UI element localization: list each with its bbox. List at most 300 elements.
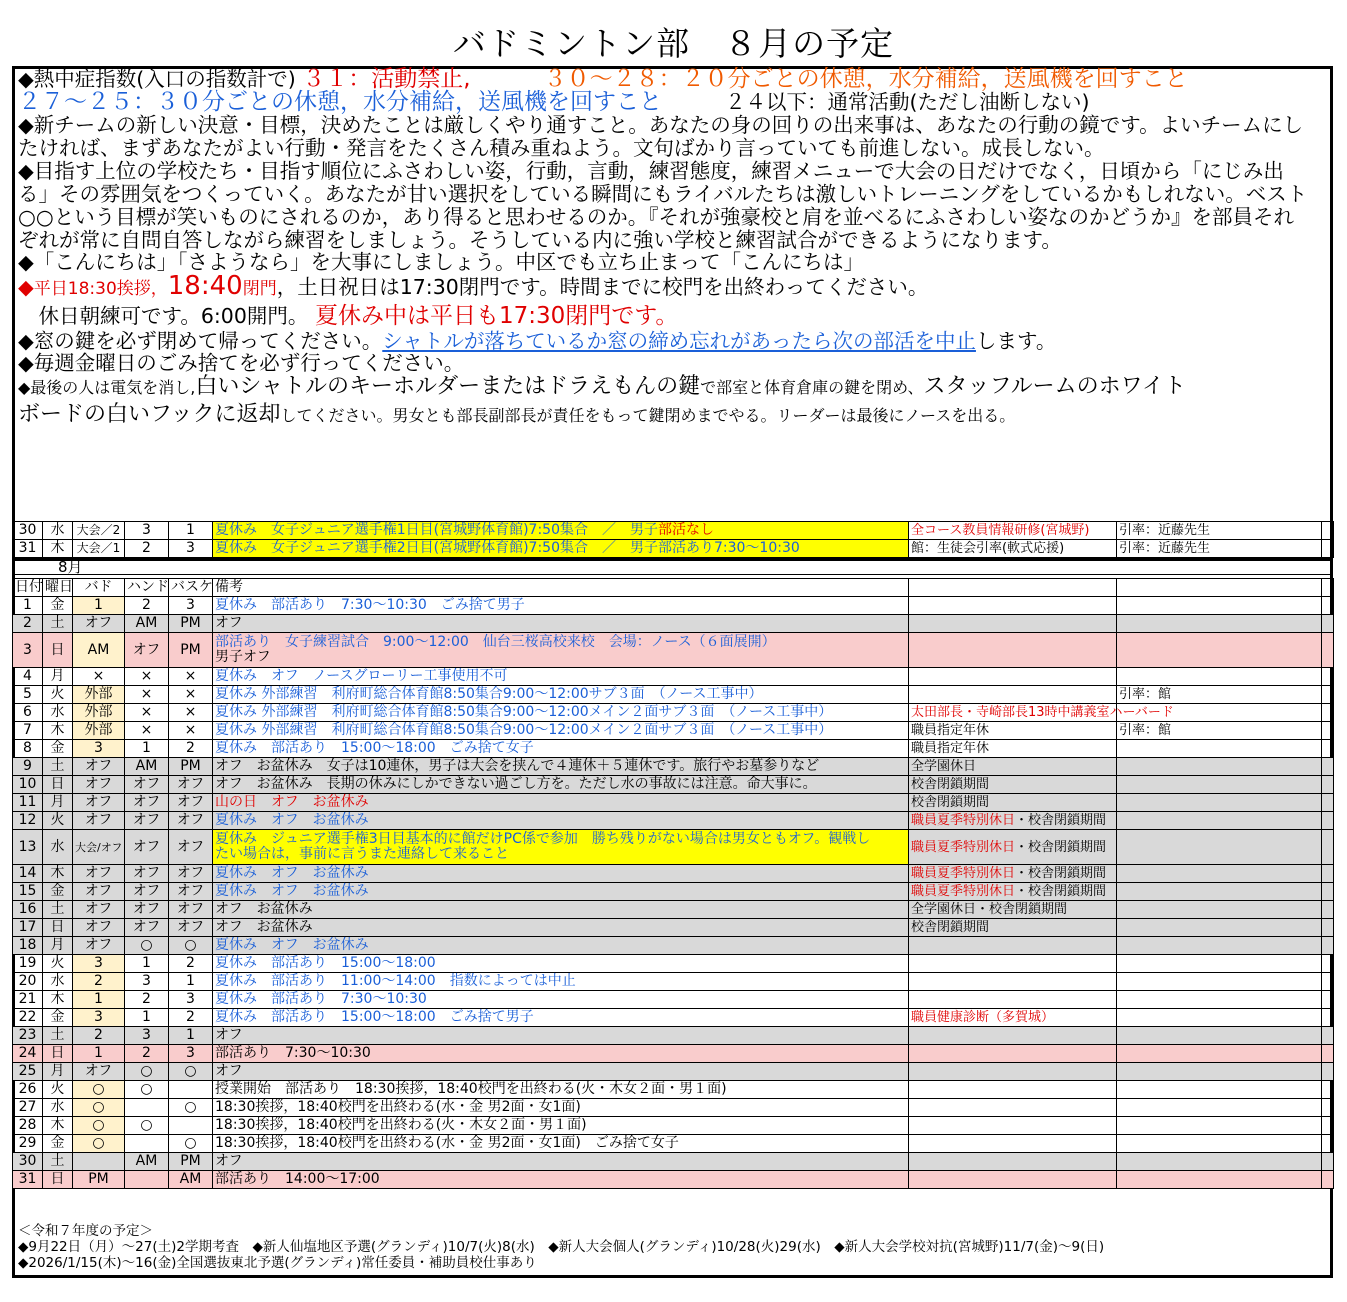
remarks-cell: [213, 919, 909, 937]
notice-line: ◆目指す上位の学校たち・目指す順位にふさわしい姿，行動，言動，練習態度，練習メニューで大会の日だけでなく，日頃から「にじみ出: [18, 159, 1284, 183]
basketball-cell: 1: [169, 973, 213, 991]
note-cell: [1117, 1081, 1322, 1099]
end-cell: [1322, 1063, 1334, 1081]
handball-cell: オフ: [125, 776, 169, 794]
remarks-text: 授業開始 部活あり 18:30挨拶，18:40校門を出終わる(火・木女２面・男１面): [215, 1081, 727, 1097]
note-cell: 引率：近藤先生: [1117, 540, 1322, 558]
basketball-cell: [169, 1117, 213, 1135]
basketball-cell: 3: [169, 991, 213, 1009]
date-cell: 28: [13, 1117, 43, 1135]
table-row: [13, 668, 1334, 686]
date-cell: 20: [13, 973, 43, 991]
weekday-cell: 日: [43, 919, 73, 937]
basketball-cell: 2: [169, 955, 213, 973]
remarks-cell: [213, 540, 909, 558]
table-row: [13, 776, 1334, 794]
remarks-text: 男子オフ: [215, 649, 271, 665]
handball-cell: 1: [125, 740, 169, 758]
end-cell: [1322, 522, 1334, 540]
handball-cell: ×: [125, 686, 169, 704]
handball-cell: 2: [125, 540, 169, 558]
remarks-cell: [213, 1045, 909, 1063]
handball-cell: ×: [125, 722, 169, 740]
note-cell: [909, 722, 1117, 740]
note-cell: [909, 740, 1117, 758]
notice-text: ，土日祝日は17:30閉門です。時間までに校門を出終わってください。: [276, 275, 929, 299]
note-text: 校舎閉鎖期間: [911, 777, 990, 792]
remarks-text: オフ お盆休み 長期の休みにしかできない過ごし方を。ただし水の事故には注意。命大事に。: [215, 776, 817, 792]
date-cell: 22: [13, 1009, 43, 1027]
end-cell: [1322, 937, 1334, 955]
handball-cell: オフ: [125, 633, 169, 668]
table-row: [13, 686, 1334, 704]
note-cell: [909, 991, 1117, 1009]
end-cell: [1322, 1027, 1334, 1045]
remarks-cell: [213, 704, 909, 722]
note-text: 職員夏季特別休日: [911, 884, 1016, 899]
end-cell: [1322, 1153, 1334, 1171]
basketball-cell: 1: [169, 1027, 213, 1045]
basketball-cell: ○: [169, 937, 213, 955]
notice-text: で部室と体育倉庫の鍵を閉め、: [700, 378, 924, 397]
end-cell: [1322, 1135, 1334, 1153]
note-text: 職員指定年休: [911, 741, 990, 756]
table-row: [13, 1027, 1334, 1045]
remarks-text: 部活あり 14:00～17:00: [215, 1171, 380, 1187]
note-cell: [909, 865, 1117, 883]
note-text: 職員健康診断（多賀城）: [911, 1010, 1055, 1025]
basketball-cell: 2: [169, 1009, 213, 1027]
table-row: [13, 1117, 1334, 1135]
date-cell: 23: [13, 1027, 43, 1045]
basketball-cell: オフ: [169, 776, 213, 794]
note-text: 職員夏季特別休日: [911, 839, 1016, 855]
notice-text: ◆最後の人は電気を消し,: [18, 378, 196, 397]
basketball-cell: ×: [169, 722, 213, 740]
date-cell: 15: [13, 883, 43, 901]
remarks-cell: [213, 937, 909, 955]
remarks-text: 部活あり 女子練習試合 9:00～12:00 仙台三桜高校来校 会場：ノース（６面展開）: [215, 634, 776, 650]
remarks-cell: [213, 883, 909, 901]
handball-cell: 2: [125, 597, 169, 615]
notice-line: たければ、まずあなたがよい行動・発言をたくさん積み重ねよう。文句ばかり言っていても前進しない。成長しない。: [18, 136, 1105, 160]
handball-cell: オフ: [125, 865, 169, 883]
header-handball: ハンド: [125, 579, 169, 597]
note-text: 校舎閉鎖期間: [911, 795, 990, 810]
weekday-cell: 金: [43, 597, 73, 615]
basketball-cell: AM: [169, 1171, 213, 1189]
date-cell: 16: [13, 901, 43, 919]
remarks-cell: [213, 1117, 909, 1135]
badminton-cell: オフ: [73, 794, 125, 812]
table-row: [13, 794, 1334, 812]
table-row: [13, 1135, 1334, 1153]
table-row: [13, 704, 1334, 722]
handball-cell: [125, 1099, 169, 1117]
remarks-cell: [213, 1081, 909, 1099]
handball-cell: 1: [125, 1009, 169, 1027]
remarks-text: オフ: [215, 1027, 243, 1043]
handball-cell: [125, 1171, 169, 1189]
date-cell: 6: [13, 704, 43, 722]
remarks-cell: [213, 955, 909, 973]
notice-warning: ３１：活動禁止,: [302, 66, 471, 92]
date-cell: 1: [13, 597, 43, 615]
month-label: 8月: [58, 558, 83, 576]
weekday-cell: 木: [43, 1117, 73, 1135]
badminton-cell: オフ: [73, 1063, 125, 1081]
badminton-cell: 外部: [73, 704, 125, 722]
end-cell: [1322, 668, 1334, 686]
month-bar: [12, 558, 1333, 575]
badminton-cell: 3: [73, 740, 125, 758]
weekday-cell: 金: [43, 1135, 73, 1153]
remarks-cell: [213, 794, 909, 812]
note-cell: [909, 615, 1117, 633]
note-cell: [909, 973, 1117, 991]
badminton-cell: ×: [73, 668, 125, 686]
remarks-text: 18:30挨拶，18:40校門を出終わる(水・金 男2面・女1面) ごみ捨て女子: [215, 1135, 679, 1151]
badminton-cell: ○: [73, 1117, 125, 1135]
end-cell: [1322, 740, 1334, 758]
badminton-cell: ○: [73, 1135, 125, 1153]
date-cell: 13: [13, 830, 43, 865]
badminton-cell: 大会／1: [73, 540, 125, 558]
remarks-text: 夏休み 部活あり 15:00～18:00 ごみ捨て女子: [215, 740, 534, 756]
date-cell: 30: [13, 1153, 43, 1171]
remarks-text: 夏休み 外部練習 利府町総合体育館8:50集合9:00～12:00メイン２面サブ３面 （ノース工事中）: [215, 722, 833, 738]
note-cell: [1117, 1153, 1322, 1171]
notice-text: 白いシャトルのキーホルダーまたはドラえもんの鍵: [195, 374, 701, 399]
weekday-cell: 月: [43, 937, 73, 955]
remarks-text: オフ: [215, 615, 243, 631]
remarks-cell: [213, 1135, 909, 1153]
notice-text: ２４以下：通常活動(ただし油断しない): [725, 90, 1090, 114]
remarks-cell: [213, 776, 909, 794]
remarks-text: オフ お盆休み: [215, 919, 313, 935]
end-cell: [1322, 1117, 1334, 1135]
note-cell: [909, 776, 1117, 794]
weekday-cell: 金: [43, 883, 73, 901]
date-cell: 11: [13, 794, 43, 812]
badminton-cell: 1: [73, 1045, 125, 1063]
date-cell: 3: [13, 633, 43, 668]
weekday-cell: 金: [43, 740, 73, 758]
note-cell: [1117, 1135, 1322, 1153]
note-cell: [909, 686, 1117, 704]
note-cell: [1117, 973, 1322, 991]
date-cell: 26: [13, 1081, 43, 1099]
table-row: [13, 1063, 1334, 1081]
july-row: [13, 522, 1334, 540]
basketball-cell: オフ: [169, 901, 213, 919]
remarks-text: 夏休み 部活あり 11:00～14:00 指数によっては中止: [215, 973, 576, 989]
note-cell: [1117, 955, 1322, 973]
remarks-text: 夏休み 部活あり 15:00～18:00 ごみ捨て男子: [215, 1009, 534, 1025]
remarks-cell: [213, 633, 909, 668]
notice-warning: ２７～２５：３０分ごとの休憩，水分補給，送風機を回すこと: [18, 89, 662, 115]
table-row: [13, 973, 1334, 991]
header-weekday: 曜日: [43, 579, 73, 597]
basketball-cell: 3: [169, 597, 213, 615]
basketball-cell: ○: [169, 1099, 213, 1117]
remarks-text: オフ: [215, 1153, 243, 1169]
badminton-cell: オフ: [73, 776, 125, 794]
remarks-cell: [213, 1099, 909, 1117]
basketball-cell: PM: [169, 633, 213, 668]
weekday-cell: 日: [43, 1045, 73, 1063]
end-cell: [1322, 704, 1334, 722]
remarks-cell: [213, 740, 909, 758]
header-note-2: [1117, 579, 1322, 597]
basketball-cell: 3: [169, 1045, 213, 1063]
footer-line: ＜令和７年度の予定＞: [18, 1223, 153, 1239]
remarks-cell: [213, 1009, 909, 1027]
date-cell: 31: [13, 1171, 43, 1189]
table-row: [13, 901, 1334, 919]
end-cell: [1322, 776, 1334, 794]
header-date: 日付: [13, 579, 43, 597]
remarks-cell: [213, 668, 909, 686]
note-cell: [909, 1099, 1117, 1117]
end-cell: [1322, 1081, 1334, 1099]
notice-line: ◆毎週金曜日のごみ捨てを必ず行ってください。: [18, 351, 465, 375]
basketball-cell: オフ: [169, 865, 213, 883]
handball-cell: オフ: [125, 901, 169, 919]
remarks-text: 夏休み 部活あり 7:30～10:30: [215, 991, 427, 1007]
remarks-text: 夏休み ジュニア選手権3日目基本的に館だけPC係で参加 勝ち残りがない場合は男女ともオフ。観戦し: [215, 831, 871, 847]
remarks-text: 部活あり 7:30～10:30: [215, 1045, 371, 1061]
badminton-cell: オフ: [73, 901, 125, 919]
basketball-cell: PM: [169, 758, 213, 776]
note-cell: [1117, 1009, 1322, 1027]
note-cell: [1117, 1045, 1322, 1063]
table-row: [13, 1153, 1334, 1171]
remarks-cell: [213, 597, 909, 615]
handball-cell: オフ: [125, 919, 169, 937]
badminton-cell: 大会／2: [73, 522, 125, 540]
handball-cell: ○: [125, 1081, 169, 1099]
handball-cell: ○: [125, 937, 169, 955]
remarks-text: たい場合は，事前に言うまた連絡して来ること: [215, 846, 509, 862]
note-text: 職員夏季特別休日: [911, 813, 1016, 828]
footer-line: ◆2026/1/15(木)～16(金)全国選抜東北予選(グランディ)常任委員・補助員校仕事あり: [18, 1255, 537, 1271]
basketball-cell: 3: [169, 540, 213, 558]
note-cell: [909, 758, 1117, 776]
weekday-cell: 火: [43, 955, 73, 973]
weekday-cell: 日: [43, 633, 73, 668]
badminton-cell: オフ: [73, 758, 125, 776]
end-cell: [1322, 597, 1334, 615]
note-cell: [1117, 830, 1322, 865]
handball-cell: オフ: [125, 812, 169, 830]
end-cell: [1322, 830, 1334, 865]
basketball-cell: PM: [169, 1153, 213, 1171]
remarks-text: 夏休み 部活あり 15:00～18:00: [215, 955, 436, 971]
remarks-text: 夏休み 女子ジュニア選手権1日目(宮城野体育館)7:50集合 ／ 男子: [215, 522, 658, 538]
note-cell: [1117, 865, 1322, 883]
badminton-cell: ○: [73, 1081, 125, 1099]
notice-text: してください。男女とも部長副部長が責任をもって鍵閉めまでやる。リーダーは最後にノースを出る。: [280, 406, 1016, 425]
notice-line: ◆「こんにちは」「さようなら」を大事にしましょう。中区でも立ち止まって「こんにちは」: [18, 250, 865, 274]
handball-cell: AM: [125, 615, 169, 633]
badminton-cell: 1: [73, 597, 125, 615]
basketball-cell: オフ: [169, 883, 213, 901]
remarks-cell: [213, 901, 909, 919]
badminton-cell: 1: [73, 991, 125, 1009]
notice-text: ◆熱中症指数(入口の指数計で): [18, 67, 296, 91]
basketball-cell: オフ: [169, 812, 213, 830]
remarks-cell: [213, 865, 909, 883]
remarks-text: 18:30挨拶，18:40校門を出終わる(水・金 男2面・女1面): [215, 1099, 581, 1115]
remarks-text: 部活なし: [658, 522, 714, 538]
header-remarks: 備考: [213, 579, 909, 597]
basketball-cell: 1: [169, 522, 213, 540]
badminton-cell: 3: [73, 1009, 125, 1027]
note-cell: [909, 668, 1117, 686]
badminton-cell: 外部: [73, 722, 125, 740]
notice-line: る」その雰囲気をつくっていく。あなたが甘い選択をしている瞬間にもライバルたちは激しいトレーニングをしているかもしれない。ベスト: [18, 182, 1308, 206]
remarks-cell: [213, 973, 909, 991]
notice-text: ◆窓の鍵を必ず閉めて帰ってください。: [18, 329, 383, 353]
note-cell: [909, 1063, 1117, 1081]
note-text: ・校舎閉鎖期間: [1015, 813, 1107, 828]
table-row: [13, 722, 1334, 740]
end-cell: [1322, 901, 1334, 919]
header-end: [1322, 579, 1334, 597]
remarks-text: 夏休み オフ お盆休み: [215, 812, 369, 828]
remarks-cell: [213, 830, 909, 865]
remarks-text: 夏休み オフ お盆休み: [215, 937, 369, 953]
end-cell: [1322, 883, 1334, 901]
remarks-cell: [213, 615, 909, 633]
remarks-text: 夏休み 外部練習 利府町総合体育館8:50集合9:00～12:00サブ３面 （ノース工事中）: [215, 686, 763, 702]
date-cell: 10: [13, 776, 43, 794]
remarks-cell: [213, 1171, 909, 1189]
header-basketball: バスケ: [169, 579, 213, 597]
remarks-cell: [213, 812, 909, 830]
weekday-cell: 土: [43, 1153, 73, 1171]
remarks-cell: [213, 758, 909, 776]
note-cell: [1117, 633, 1322, 668]
handball-cell: 3: [125, 522, 169, 540]
note-cell: [909, 1009, 1117, 1027]
weekday-cell: 木: [43, 540, 73, 558]
note-cell: [1117, 901, 1322, 919]
handball-cell: ×: [125, 704, 169, 722]
table-row: [13, 1099, 1334, 1117]
notice-warning: 平日18:30挨拶，: [33, 279, 168, 299]
note-cell: [1117, 1117, 1322, 1135]
footer-line: ◆9月22日（月）～27(土)2学期考査 ◆新人仙塩地区予選(グランディ)10/7(火)8(水) ◆新人大会個人(グランディ)10/28(火)29(水) ◆新人大会学校対抗(宮城野)11/7(金)～9(日): [18, 1239, 1105, 1255]
badminton-cell: オフ: [73, 865, 125, 883]
remarks-text: オフ お盆休み: [215, 901, 313, 917]
note-cell: [909, 597, 1117, 615]
end-cell: [1322, 758, 1334, 776]
weekday-cell: 金: [43, 1009, 73, 1027]
note-cell: [909, 955, 1117, 973]
handball-cell: オフ: [125, 794, 169, 812]
table-row: [13, 758, 1334, 776]
table-row: [13, 812, 1334, 830]
weekday-cell: 日: [43, 1171, 73, 1189]
weekday-cell: 月: [43, 1063, 73, 1081]
note-text: ・校舎閉鎖期間: [1015, 866, 1107, 881]
note-text: 職員夏季特別休日: [911, 866, 1016, 881]
end-cell: [1322, 1045, 1334, 1063]
badminton-cell: オフ: [73, 919, 125, 937]
badminton-cell: PM: [73, 1171, 125, 1189]
notice-text: スタッフルームのホワイト: [923, 374, 1186, 399]
august-table: [12, 578, 1334, 1189]
remarks-cell: [213, 522, 909, 540]
note-cell: [909, 830, 1117, 865]
remarks-text: 夏休み オフ ノースグローリー工事使用不可: [215, 668, 508, 684]
date-cell: 24: [13, 1045, 43, 1063]
note-cell: [909, 704, 1174, 722]
table-row: [13, 883, 1334, 901]
badminton-cell: 2: [73, 1027, 125, 1045]
date-cell: 29: [13, 1135, 43, 1153]
notice-line: ○○という目標が笑いものにされるのか，あり得ると思わせるのか。『それが強豪校と肩を並べるにふさわしい姿なのかどうか』を部員それ: [18, 205, 1295, 229]
weekday-cell: 月: [43, 668, 73, 686]
date-cell: 8: [13, 740, 43, 758]
table-row: [13, 830, 1334, 865]
note-text: ・校舎閉鎖期間: [1015, 839, 1107, 855]
handball-cell: オフ: [125, 830, 169, 865]
table-row: [13, 597, 1334, 615]
end-cell: [1322, 812, 1334, 830]
badminton-cell: [73, 1153, 125, 1171]
handball-cell: AM: [125, 1153, 169, 1171]
note-text: ・校舎閉鎖期間: [1015, 884, 1107, 899]
badminton-cell: 外部: [73, 686, 125, 704]
badminton-cell: 3: [73, 955, 125, 973]
handball-cell: 3: [125, 973, 169, 991]
handball-cell: 2: [125, 991, 169, 1009]
notice-section: [18, 68, 1333, 428]
end-cell: [1322, 865, 1334, 883]
handball-cell: 3: [125, 1027, 169, 1045]
handball-cell: ○: [125, 1117, 169, 1135]
remarks-text: 夏休み 部活あり 7:30～10:30 ごみ捨て男子: [215, 597, 525, 613]
date-cell: 19: [13, 955, 43, 973]
weekday-cell: 土: [43, 615, 73, 633]
note-text: 全学園休日・校舎閉鎖期間: [911, 902, 1068, 917]
note-cell: [909, 1045, 1117, 1063]
date-cell: 21: [13, 991, 43, 1009]
notice-heat-index-2: [18, 91, 1333, 114]
date-cell: 2: [13, 615, 43, 633]
date-cell: 30: [13, 522, 43, 540]
end-cell: [1322, 919, 1334, 937]
handball-cell: [125, 1135, 169, 1153]
date-cell: 31: [13, 540, 43, 558]
basketball-cell: オフ: [169, 919, 213, 937]
note-cell: [909, 1171, 1117, 1189]
date-cell: 5: [13, 686, 43, 704]
note-cell: [909, 901, 1117, 919]
note-cell: [909, 919, 1117, 937]
note-cell: [1117, 668, 1322, 686]
note-cell: [909, 883, 1117, 901]
notice-heat-index: [18, 68, 1333, 91]
table-row: [13, 865, 1334, 883]
date-cell: 18: [13, 937, 43, 955]
header-badminton: バド: [73, 579, 125, 597]
note-cell: 引率：館: [1117, 722, 1322, 740]
note-text: 全学園休日: [911, 759, 977, 774]
